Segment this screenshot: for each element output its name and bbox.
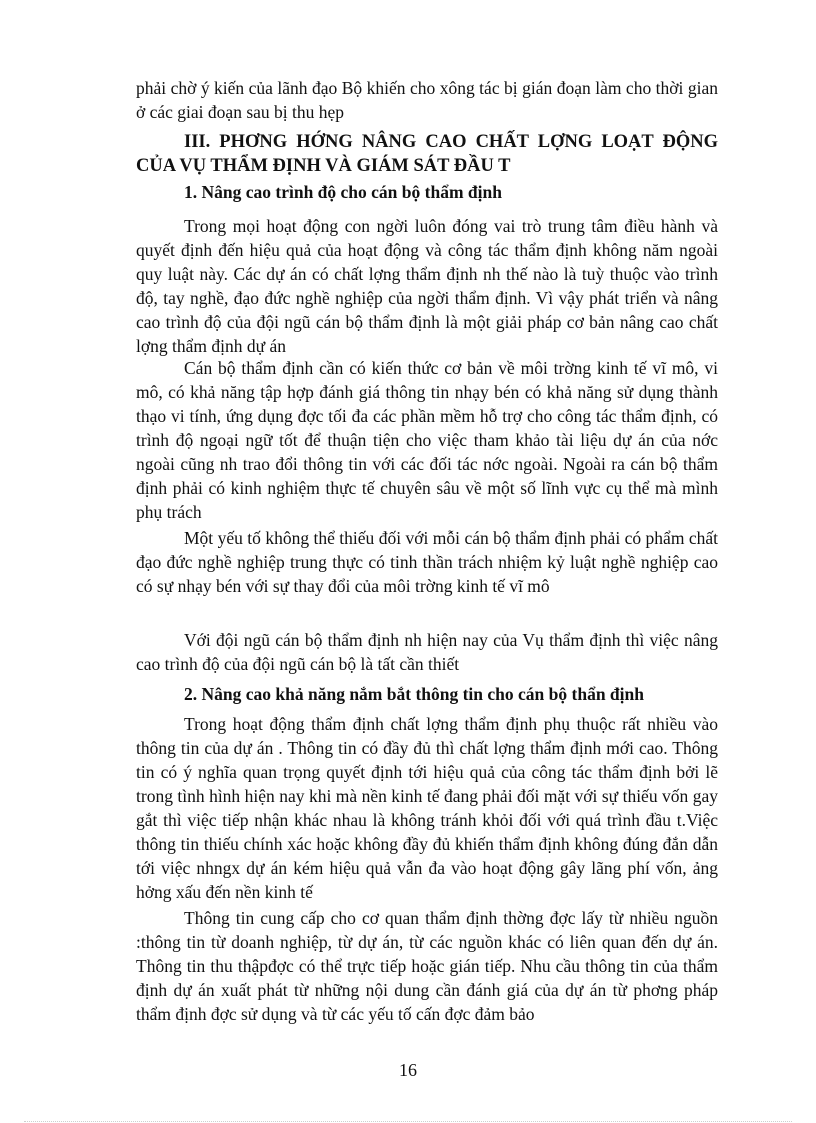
paragraph-1-3: Một yếu tố không thể thiếu đối với mỗi cán bộ thẩm định phải có phẩm chất đạo đức nghề nghiệp trung thực có tinh thần trách nhiệm kỷ luật nghề nghiệp cao có sự nhạy bén với sự thay đổi của môi trờng kinh tế vĩ mô [136,528,718,596]
paragraph-2-1: Trong hoạt động thẩm định chất lợng thẩm định phụ thuộc rất nhiều vào thông tin của dự án . Thông tin có đầy đủ thì chất lợng thẩm định mới cao. Thông tin có ý nghĩa quan trọng quyết định tới hiệu quả của công tác thẩm định bởi lẽ trong tình hình hiện nay khi mà nền kinh tế đang phải đối mặt với sự thiếu vốn gay gắt thì việc tiếp nhận khác nhau là không tránh khỏi đối với quá trình đầu t.Việc thông tin thiếu chính xác hoặc không đầy đủ khiến thẩm định không đúng đắn dẫn tới việc nhngx dự án kém hiệu quả vẫn đa vào hoạt động gây lãng phí vốn, ảng hởng xấu đến nền kinh tế [136,714,718,902]
intro-paragraph: phải chờ ý kiến của lãnh đạo Bộ khiến cho xông tác bị gián đoạn làm cho thời gian ở các giai đoạn sau bị thu hẹp [136,78,718,122]
paragraph-2-2: Thông tin cung cấp cho cơ quan thẩm định thờng đợc lấy từ nhiều nguồn :thông tin từ doanh nghiệp, từ dự án, từ các nguồn khác có liên quan đến dự án. Thông tin thu thậpđợc có thể trực tiếp hoặc gián tiếp. Nhu cầu thông tin của thẩm định dự án xuất phát từ những nội dung cần đánh giá của dự án từ phơng pháp thẩm định đợc sử dụng và từ các yếu tố cấn đợc đảm bảo [136,908,718,1024]
subsection-title-2: 2. Nâng cao khả năng nắm bắt thông tin cho cán bộ thẩn định [184,684,644,704]
paragraph-1-4: Với đội ngũ cán bộ thẩm định nh hiện nay của Vụ thẩm định thì việc nâng cao trình độ của đội ngũ cán bộ là tất cần thiết [136,630,718,674]
paragraph-1-2: Cán bộ thẩm định cần có kiến thức cơ bản về môi trờng kinh tế vĩ mô, vi mô, có khả năng tập hợp đánh giá thông tin nhạy bén có khả năng sử dụng thành thạo vi tính, ứng dụng đợc tối đa các phần mềm hỗ trợ cho công tác thẩm định, có trình độ ngoại ngữ tốt để thuận tiện cho việc tham khảo tài liệu dự án của nớc ngoài cũng nh trao đổi thông tin với các đối tác nớc ngoài. Ngoài ra cán bộ thẩm định phải có kinh nghiệm thực tế chuyên sâu về một số lĩnh vực cụ thể mà mình phụ trách [136,358,718,522]
section-heading: III. PHƠNG HỚNG NÂNG CAO CHẤT LỢNG LOẠT ĐỘNG CỦA VỤ THẨM ĐỊNH VÀ GIÁM SÁT ĐẦU T [136,132,718,176]
page-bottom-divider [24,1121,792,1122]
paragraph-1-1: Trong mọi hoạt động con ngời luôn đóng vai trò trung tâm điều hành và quyết định đến hiệu quả của hoạt động và công tác thẩm định không năm ngoài quy luật này. Các dự án có chất lợng thẩm định nh thế nào là tuỳ thuộc vào trình độ, tay nghề, đạo đức nghề nghiệp của ngời thẩm định. Vì vậy phát triển và nâng cao trình độ của đội ngũ cán bộ thẩm định là một giải pháp cơ bản nâng cao chất lợng thẩm định dự án [136,216,718,356]
page-number: 16 [399,1060,417,1080]
subsection-title-1: 1. Nâng cao trình độ cho cán bộ thẩm định [184,182,502,202]
